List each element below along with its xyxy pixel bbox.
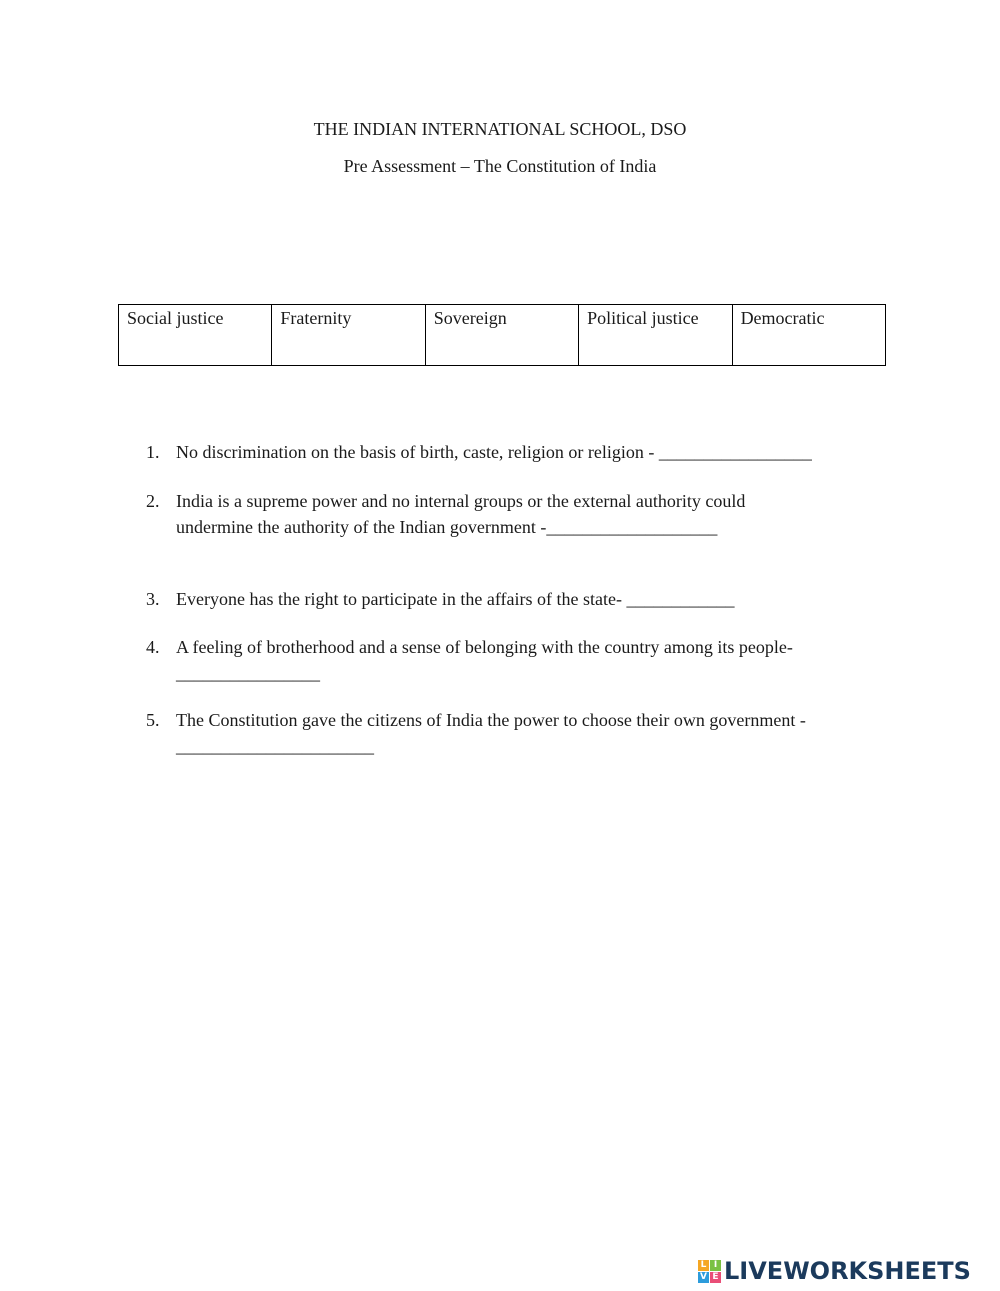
question-text[interactable] bbox=[176, 439, 876, 465]
question-text[interactable] bbox=[176, 586, 876, 612]
question-line: A feeling of brotherhood and a sense of belonging with the country among its people- bbox=[176, 637, 793, 657]
question-line: Everyone has the right to participate in the affairs of the state- ____________ bbox=[176, 589, 735, 609]
question-number: 4. bbox=[146, 637, 160, 657]
logo-text: LIVEWORKSHEETS bbox=[724, 1257, 971, 1285]
word-bank-cell: Political justice bbox=[579, 305, 732, 366]
school-title: THE INDIAN INTERNATIONAL SCHOOL, DSO bbox=[313, 119, 687, 139]
question-number: 3. bbox=[146, 589, 160, 609]
word-bank-cell: Democratic bbox=[732, 305, 885, 366]
question-line: ________________ bbox=[176, 663, 320, 683]
word-bank-table bbox=[118, 304, 886, 366]
question-text[interactable] bbox=[176, 707, 876, 759]
word-bank-row bbox=[119, 305, 886, 366]
logo-mark-icon: L I V E bbox=[698, 1260, 721, 1283]
question-line: No discrimination on the basis of birth, caste, religion or religion - _________________ bbox=[176, 442, 812, 462]
question-number: 5. bbox=[146, 710, 160, 730]
question-line: ______________________ bbox=[176, 736, 374, 756]
question-text[interactable] bbox=[176, 488, 876, 540]
word-bank-cell: Fraternity bbox=[272, 305, 425, 366]
question-line: undermine the authority of the Indian government -___________________ bbox=[176, 517, 718, 537]
question-line: The Constitution gave the citizens of India the power to choose their own government - bbox=[176, 710, 806, 730]
question-number: 2. bbox=[146, 491, 160, 511]
page-title: Pre Assessment – The Constitution of India bbox=[343, 156, 657, 176]
question-text[interactable] bbox=[176, 634, 876, 686]
question-line: India is a supreme power and no internal groups or the external authority could bbox=[176, 491, 746, 511]
word-bank-cell: Social justice bbox=[119, 305, 272, 366]
question-number: 1. bbox=[146, 442, 160, 462]
liveworksheets-logo[interactable] bbox=[698, 1254, 971, 1288]
word-bank-cell: Sovereign bbox=[425, 305, 578, 366]
